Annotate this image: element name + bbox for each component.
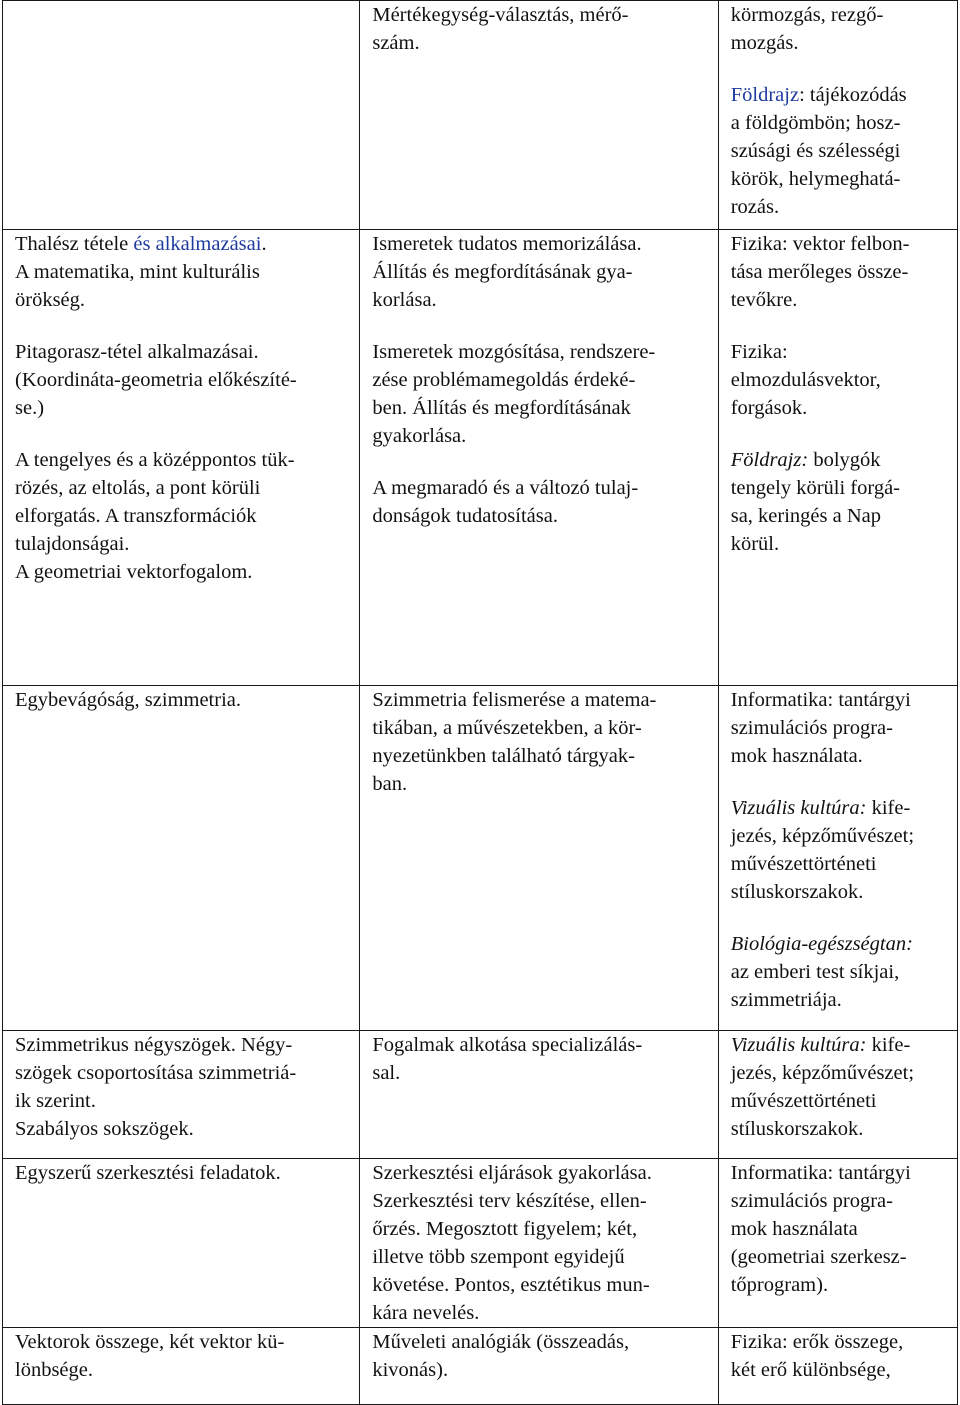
connections-cell [718, 1031, 957, 1159]
curriculum-table [2, 0, 958, 1405]
topic-cell [3, 230, 360, 686]
topic-cell [3, 1328, 360, 1405]
subject-label: Földrajz: [730, 449, 809, 471]
connections-cell [718, 1, 957, 230]
connection-text: Vizuális kultúra: kife- jezés, képzőművészet; művészettörténeti stíluskorszakok. [730, 1034, 915, 1140]
table-row [3, 686, 958, 1031]
development-cell [360, 1, 718, 230]
development-cell [360, 1159, 718, 1328]
topic-text: Pitagorasz-tétel alkalmazásai. (Koordináta-geometria előkészíté- se.) [15, 341, 297, 419]
connections-cell [718, 1159, 957, 1328]
development-cell [360, 1031, 718, 1159]
development-cell [360, 686, 718, 1031]
topic-text: Vektorok összege, két vektor kü- lönbsége. [15, 1331, 285, 1381]
development-text: A megmaradó és a változó tulaj- donságok tudatosítása. [372, 477, 639, 527]
topic-text: A tengelyes és a középpontos tük- rözés, az eltolás, a pont körüli elforgatás. A transzformációk tulajdonságai. A geometriai vektorfogalom. [15, 449, 295, 583]
topic-text: Szimmetrikus négyszögek. Négy- szögek csoportosítása szimmetriá- ik szerint. Szabályos sokszögek. [15, 1034, 297, 1140]
subject-label: Vizuális kultúra: [730, 797, 867, 819]
subject-label: Földrajz [730, 84, 800, 106]
topic-text: Thalész tétele és alkalmazásai. A matematika, mint kulturális örökség. [15, 233, 267, 311]
topic-text: Egybevágóság, szimmetria. [15, 689, 242, 711]
connections-cell [718, 1328, 957, 1405]
connection-text: Informatika: tantárgyi szimulációs progra- mok használata. [730, 689, 911, 767]
connection-text: Vizuális kultúra: kife- jezés, képzőművészet; művészettörténeti stíluskorszakok. [730, 797, 915, 903]
table-row [3, 1, 958, 230]
connection-text: körmozgás, rezgő- mozgás. [730, 4, 884, 54]
topic-cell [3, 1159, 360, 1328]
subject-label: Biológia-egészségtan: [730, 933, 913, 955]
connection-text: Földrajz: tájékozódás a földgömbön; hosz- szúsági és szélességi körök, helymeghatá- rozás. [730, 84, 907, 218]
development-text: Fogalmak alkotása specializálás- sal. [372, 1034, 643, 1084]
connection-text: Fizika: vektor felbon- tása merőleges össze- tevőkre. [730, 233, 910, 311]
connection-text: Biológia-egészségtan: az emberi test síkjai, szimmetriája. [730, 933, 913, 1011]
table-row [3, 1159, 958, 1328]
connections-cell [718, 230, 957, 686]
table-row [3, 1328, 958, 1405]
development-cell [360, 230, 718, 686]
development-text: Műveleti analógiák (összeadás, kivonás). [372, 1331, 630, 1381]
development-text: Ismeretek tudatos memorizálása. Állítás és megfordításának gya- korlása. [372, 233, 642, 311]
development-text: Mértékegység-választás, mérő- szám. [372, 4, 629, 54]
development-text: Szimmetria felismerése a matema- tikában, a művészetekben, a kör- nyezetünkben található tárgyak- ban. [372, 689, 657, 795]
connection-text: Informatika: tantárgyi szimulációs progra- mok használata (geometriai szerkesz- tőprogram). [730, 1162, 911, 1296]
connection-text: Földrajz: bolygók tengely körüli forgá- sa, keringés a Nap körül. [730, 449, 900, 555]
connection-text: Fizika: erők összege, két erő különbsége, [730, 1331, 904, 1381]
development-text: Szerkesztési eljárások gyakorlása. Szerkesztési terv készítése, ellen- őrzés. Megosztott figyelem; két, illetve több szempont egyidejű követése. Pontos, esztétikus mun- kára nevelés. [372, 1162, 652, 1324]
subject-label: Vizuális kultúra: [730, 1034, 867, 1056]
topic-cell [3, 1, 360, 230]
connections-cell [718, 686, 957, 1031]
connection-text: Fizika: elmozdulásvektor, forgások. [730, 341, 881, 419]
topic-cell [3, 686, 360, 1031]
topic-text: Egyszerű szerkesztési feladatok. [15, 1162, 281, 1184]
topic-cell [3, 1031, 360, 1159]
development-text: Ismeretek mozgósítása, rendszere- zése problémamegoldás érdeké- ben. Állítás és megfordításának gyakorlása. [372, 341, 656, 447]
table-row [3, 1031, 958, 1159]
development-cell [360, 1328, 718, 1405]
table-row [3, 230, 958, 686]
